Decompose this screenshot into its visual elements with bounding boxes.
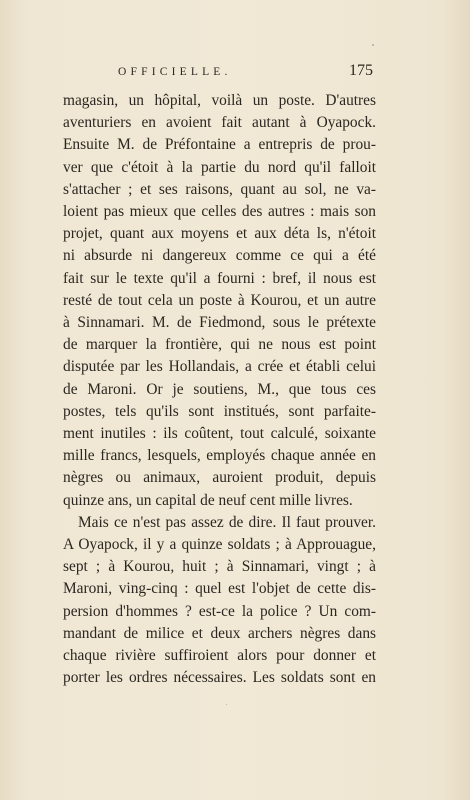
text-line: s'attacher ; et ses raisons, quant au sol, ne va- [63, 180, 376, 198]
text-line: loient pas mieux que celles des autres : mais son [63, 203, 376, 221]
text-line: magasin, un hôpital, voilà un poste. D'autres [63, 92, 376, 109]
page-number: 175 [349, 62, 373, 79]
text-line: quinze ans, un capital de neuf cent mille livres. [63, 491, 353, 509]
text-line: nègres ou animaux, auroient produit, depuis [63, 469, 376, 487]
paper-speck [372, 44, 374, 46]
text-line: Mais ce n'est pas assez de dire. Il faut prouver. [78, 513, 376, 531]
text-line: aventuriers en avoient fait autant à Oyapock. [63, 114, 376, 132]
running-head: OFFICIELLE. [118, 66, 232, 78]
body-text [63, 90, 376, 689]
text-line: de marquer la frontière, qui ne nous est point [63, 336, 376, 354]
text-line: à Sinnamari. M. de Fiedmond, sous le prétexte [63, 314, 376, 332]
text-line: resté de tout cela un poste à Kourou, et un autre [63, 291, 376, 309]
text-line: A Oyapock, il y a quinze soldats ; à Approuague, [63, 536, 376, 554]
text-line: persion d'hommes ? est-ce la police ? Un com- [63, 602, 376, 620]
text-line: ment inutiles : ils coûtent, tout calculé, soixante [63, 425, 376, 443]
text-line: fait sur le texte qu'il a fourni : bref, il nous est [63, 269, 376, 287]
paragraph-2 [63, 512, 376, 690]
text-line: de Maroni. Or je soutiens, M., que tous ces [63, 380, 376, 398]
text-line: postes, tels qu'ils sont institués, sont parfaite- [63, 402, 376, 420]
text-line: ni absurde ni dangereux comme ce qui a été [63, 247, 376, 265]
text-line: mille francs, lesquels, employés chaque année en [63, 447, 376, 465]
text-line: chaque rivière suffiroient alors pour donner et [63, 647, 376, 665]
text-line: porter les ordres nécessaires. Les soldats sont en [63, 669, 376, 687]
text-line: disputée par les Hollandais, a crée et établi celui [63, 358, 376, 376]
page-header [118, 62, 373, 84]
text-line: sept ; à Kourou, huit ; à Sinnamari, vingt ; à [63, 558, 376, 576]
text-line: mandant de milice et deux archers nègres dans [63, 624, 376, 642]
text-line: Maroni, ving-cinq : quel est l'objet de cette dis- [63, 580, 376, 598]
text-line: Ensuite M. de Préfontaine a entrepris de prou- [63, 136, 376, 154]
text-line: ver que c'étoit à la partie du nord qu'il falloit [63, 158, 376, 176]
text-line: projet, quant aux moyens et aux déta ls, n'étoit [63, 225, 376, 243]
paper-speck [226, 704, 227, 705]
paragraph-1 [63, 90, 376, 512]
